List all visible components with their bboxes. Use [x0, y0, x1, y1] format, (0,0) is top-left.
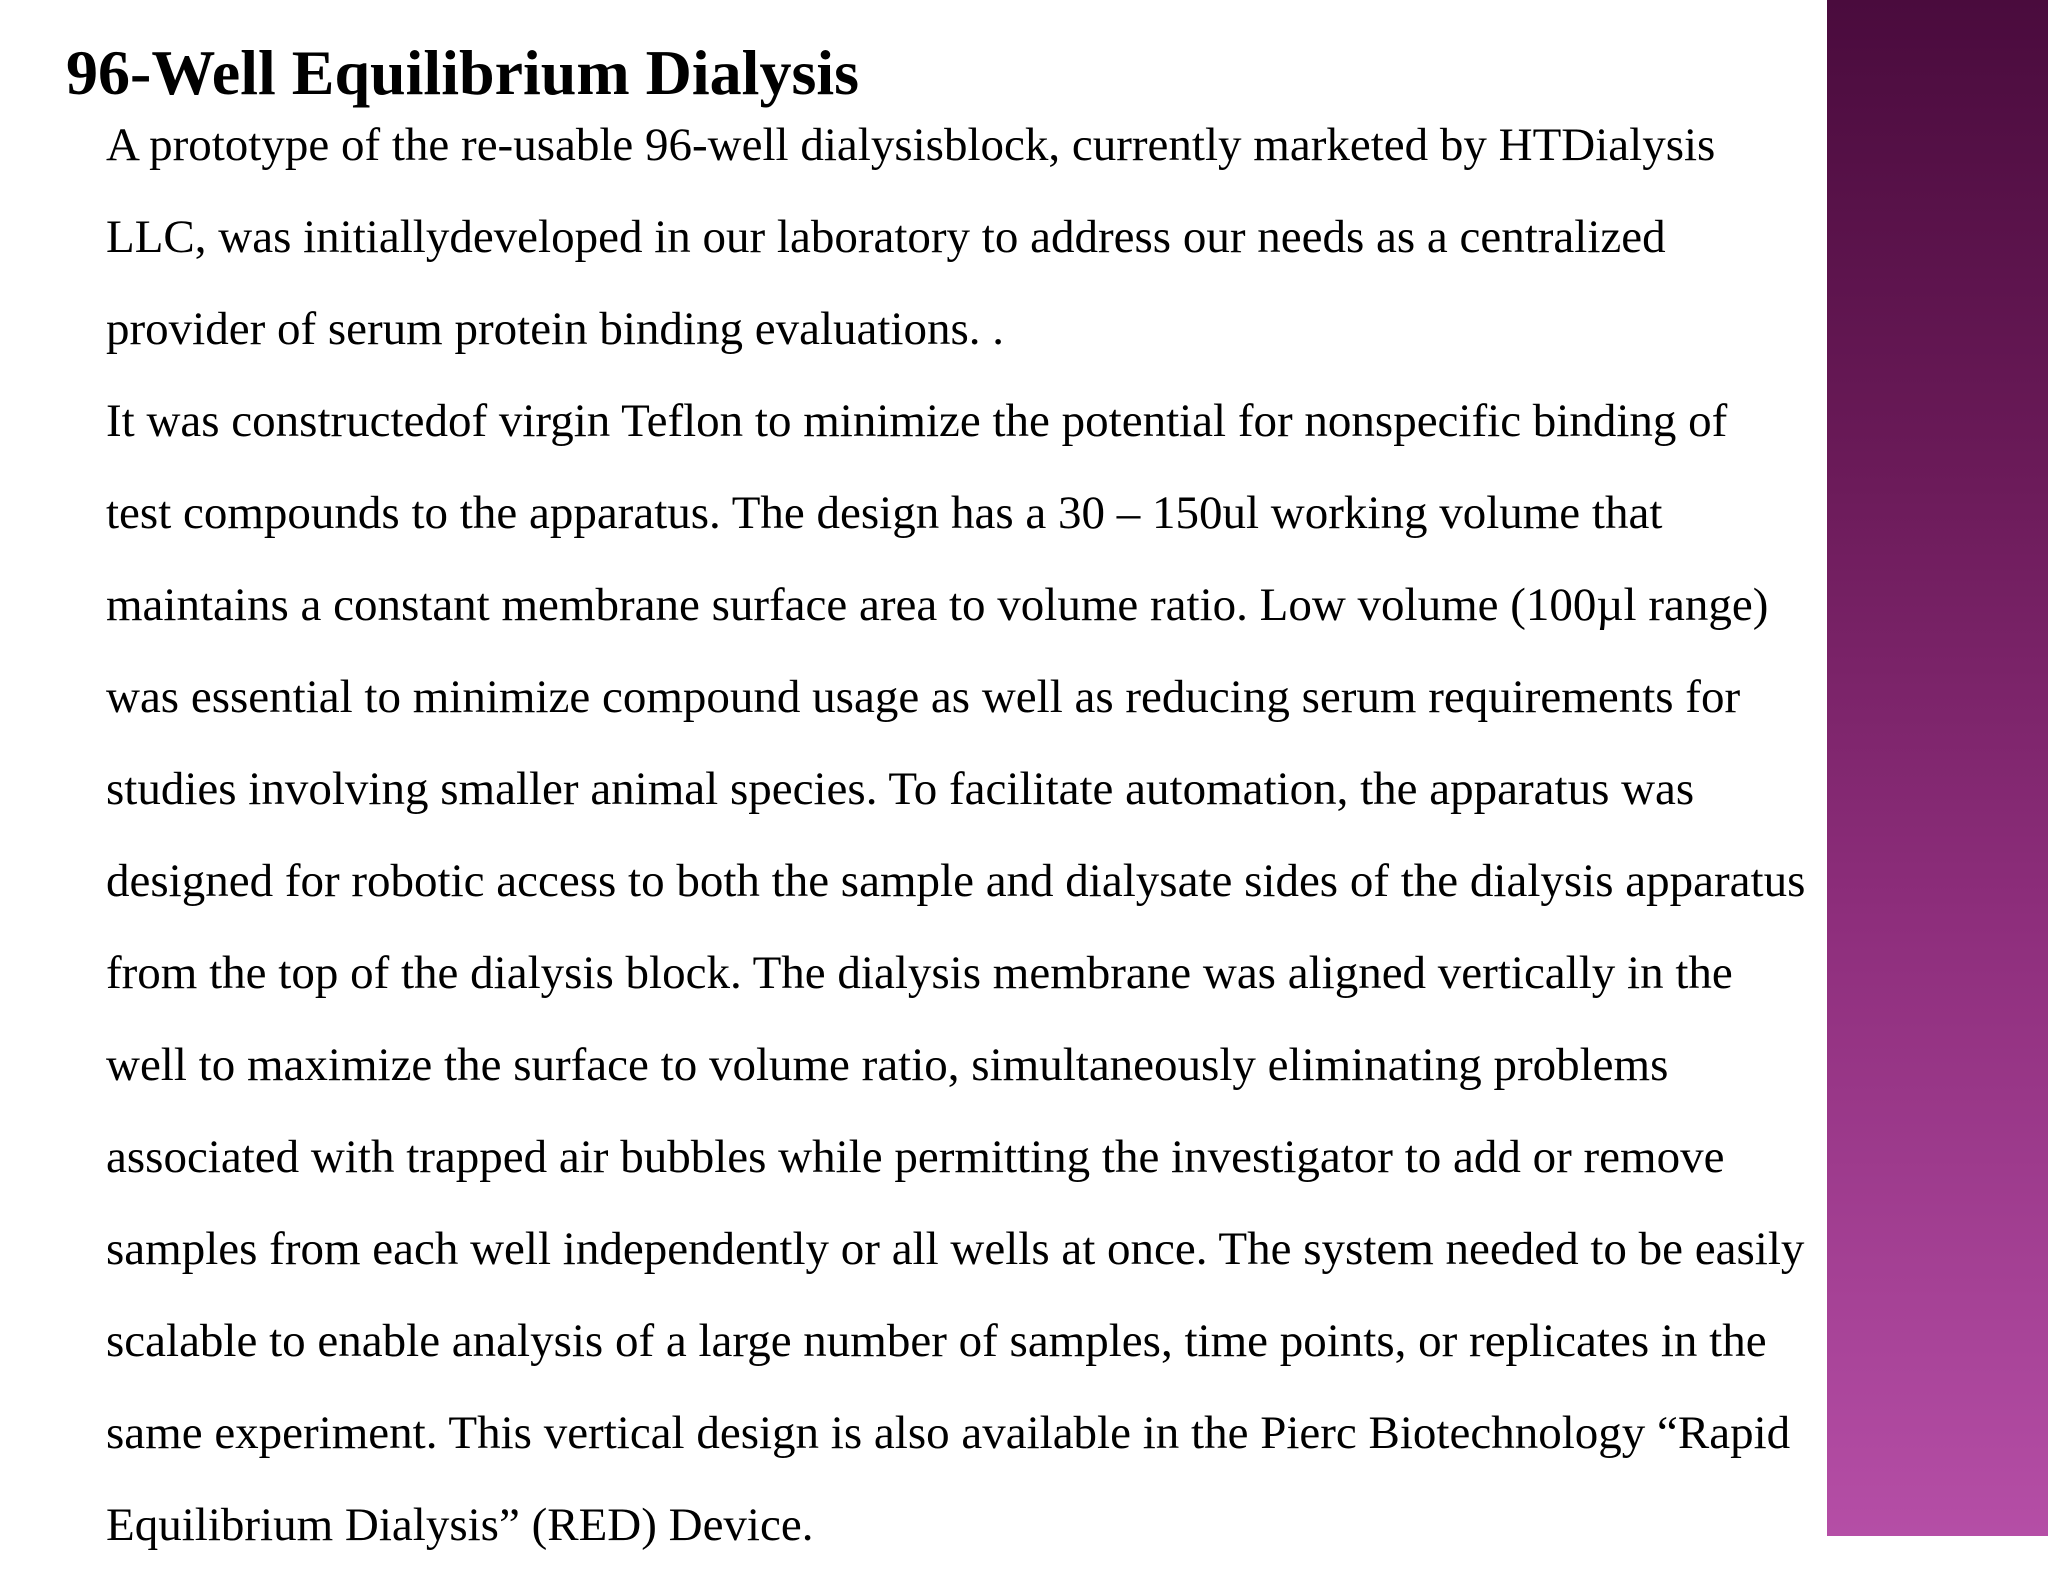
body-line: associated with trapped air bubbles while permitting the investigator to add or remove: [106, 1131, 1725, 1183]
body-line: A prototype of the re-usable 96-well dialysisblock, currently marketed by HTDialysis: [106, 119, 1716, 171]
body-line: was essential to minimize compound usage as well as reducing serum requirements for: [106, 671, 1741, 723]
body-line: scalable to enable analysis of a large number of samples, time points, or replicates in the: [106, 1315, 1767, 1367]
body-line: samples from each well independently or all wells at once. The system needed to be easily: [106, 1223, 1805, 1275]
body-line: LLC, was initiallydeveloped in our laboratory to address our needs as a centralized: [106, 211, 1666, 263]
body-line: from the top of the dialysis block. The dialysis membrane was aligned vertically in the: [106, 947, 1733, 999]
slide-title: 96-Well Equilibrium Dialysis: [66, 37, 860, 108]
slide-body: [106, 99, 2006, 1571]
body-line: well to maximize the surface to volume ratio, simultaneously eliminating problems: [106, 1039, 1669, 1091]
body-line: It was constructedof virgin Teflon to minimize the potential for nonspecific binding of: [106, 395, 1728, 447]
body-line: maintains a constant membrane surface area to volume ratio. Low volume (100µl range): [106, 579, 1769, 631]
body-line: test compounds to the apparatus. The design has a 30 – 150ul working volume that: [106, 487, 1663, 539]
body-line: Equilibrium Dialysis” (RED) Device.: [106, 1499, 814, 1551]
body-line: same experiment. This vertical design is also available in the Pierc Biotechnology “Rapid: [106, 1407, 1791, 1459]
body-line: designed for robotic access to both the sample and dialysate sides of the dialysis apparatus: [106, 855, 1806, 907]
body-line: provider of serum protein binding evaluations. .: [106, 303, 1005, 355]
body-line: studies involving smaller animal species. To facilitate automation, the apparatus was: [106, 763, 1695, 815]
